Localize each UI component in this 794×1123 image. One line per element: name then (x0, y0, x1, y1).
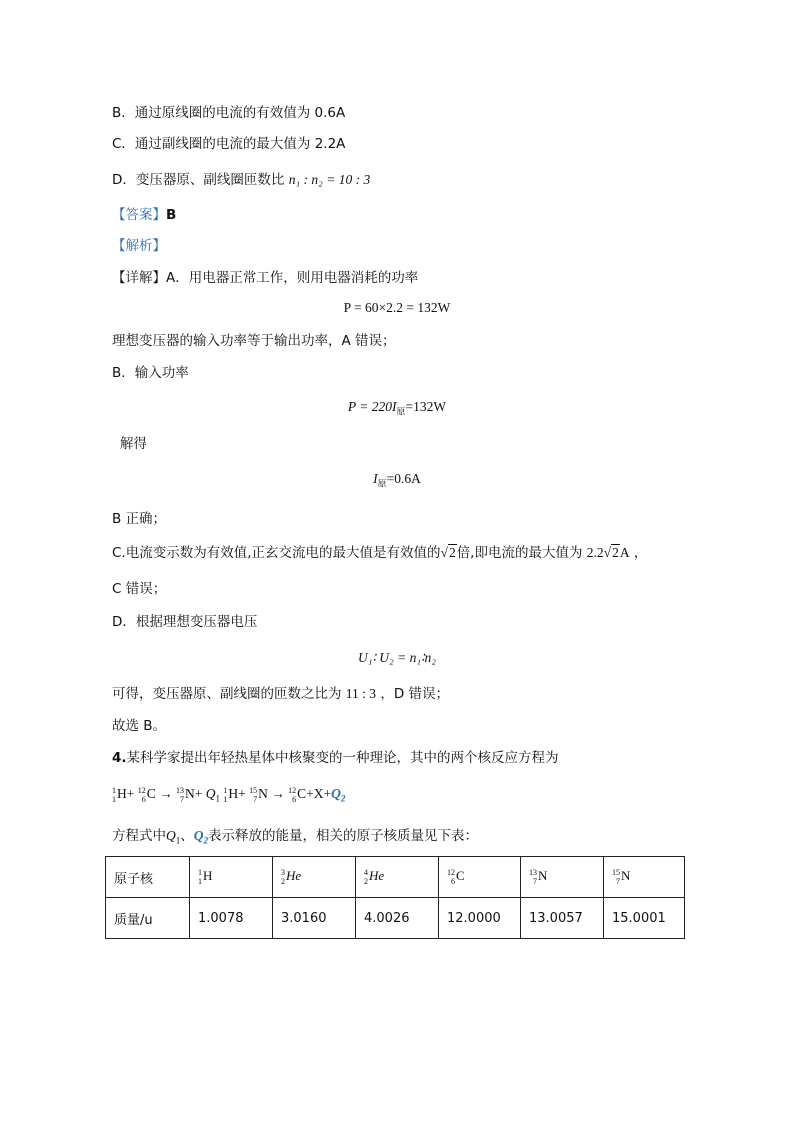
detail-d-result (112, 684, 449, 704)
eq3-var: I (373, 471, 378, 486)
r1-b-mass: 12 (137, 785, 146, 795)
r2-a-z: 1 (223, 794, 228, 804)
answer-value: B (166, 207, 177, 223)
r1-arrow: → (159, 786, 173, 801)
table-row (106, 857, 685, 898)
desc-q1-sub: 1 (175, 835, 181, 846)
table-cell-mass: 3.0160 (273, 898, 356, 939)
d-result-prefix: 可得，变压器原、副线圈的匝数之比为 (112, 686, 342, 702)
r2-b: N (258, 786, 268, 801)
c-unit: A (619, 545, 630, 560)
table-cell-nucleus (521, 857, 604, 898)
table-cell-mass: 1.0078 (190, 898, 273, 939)
analysis-tag (112, 236, 166, 256)
r2-q: Q (331, 786, 341, 801)
r2-arrow: → (271, 786, 285, 801)
detail-c-conclusion: C 错误； (112, 581, 167, 597)
c-value-radicand: 2 (612, 545, 619, 560)
desc-q1: Q (166, 828, 176, 843)
r1-b-z: 6 (141, 794, 146, 804)
n4-mass: 13 (529, 868, 537, 877)
n5-sym: N (621, 867, 631, 883)
table-cell-nucleus (604, 857, 685, 898)
table-cell-mass: 13.0057 (521, 898, 604, 939)
sqrt-symbol: √2 (440, 545, 456, 560)
n0-z: 1 (198, 877, 202, 886)
answer-tag: 【答案】 (112, 207, 166, 223)
q4-stem: 某科学家提出年轻热星体中核聚变的一种理论，其中的两个核反应方程为 (126, 750, 559, 766)
desc-q2-sub: 2 (203, 835, 208, 846)
analysis-tag-text: 【解析】 (112, 238, 166, 254)
d-result-suffix: ，D 错误； (380, 686, 450, 702)
r1-a: H (117, 786, 127, 801)
desc-q2: Q (193, 828, 204, 843)
final-answer: 故选 B。 (112, 718, 167, 734)
equation-3 (0, 469, 794, 494)
n3-sym: C (456, 867, 465, 883)
r1-c (138, 784, 156, 804)
n5-mass: 15 (612, 868, 620, 877)
table-cell-nucleus (190, 857, 273, 898)
eq2-right: =132W (405, 399, 447, 414)
detail-a-text: A．用电器正常工作，则用电器消耗的功率 (166, 270, 419, 286)
detail-b-conclusion: B 正确； (112, 511, 167, 527)
eq2-left: P = 220 (347, 399, 392, 414)
desc-sep: 、 (180, 828, 194, 844)
c-text1: C.电流变示数为有效值,正玄交流电的最大值是有效值的 (112, 545, 441, 561)
r2-n (249, 784, 268, 804)
c-text2: 倍,即电流的最大值为 (456, 545, 583, 561)
n2-mass: 4 (364, 868, 368, 877)
c-sqrt-radicand: 2 (448, 545, 456, 560)
r2-x: X (313, 786, 324, 801)
table-cell-nucleus (356, 857, 439, 898)
detail-a (112, 268, 418, 288)
solve-label: 解得 (120, 436, 147, 452)
table-row (106, 898, 685, 939)
r2-a: H (228, 786, 239, 801)
table-header-label: 原子核 (106, 857, 190, 898)
r2-c-mass: 12 (288, 785, 297, 795)
r2-q-sub: 2 (340, 793, 346, 804)
r2-c (288, 784, 306, 804)
eq2-var: I (392, 399, 397, 414)
sqrt-symbol-2: √2 (603, 545, 619, 560)
table-cell-mass: 4.0026 (356, 898, 439, 939)
n2-sym: He (369, 867, 385, 883)
r1-q-sub: 1 (215, 793, 221, 804)
option-b: B．通过原线圈的电流的有效值为 0.6A (112, 105, 346, 121)
r1-q: Q (205, 786, 216, 801)
table-cell-nucleus (273, 857, 356, 898)
n1-z: 2 (281, 877, 285, 886)
desc-prefix: 方程式中 (112, 828, 166, 844)
n1-mass: 3 (281, 868, 285, 877)
eq3-right: =0.6A (386, 471, 421, 486)
detail-tag: 【详解】 (112, 270, 166, 286)
table-cell-mass: 12.0000 (439, 898, 521, 939)
option-d-ratio: n₁ : n₂ = 10 : 3 (288, 172, 371, 187)
option-d-text: D．变压器原、副线圈匝数比 (112, 172, 285, 188)
r2-b-mass: 15 (249, 785, 258, 795)
n0-mass: 1 (198, 868, 202, 877)
detail-b-text: B．输入功率 (112, 365, 189, 381)
n2-z: 2 (364, 877, 368, 886)
r2-b-z: 7 (253, 794, 258, 804)
r1-c-z: 7 (180, 794, 185, 804)
r2-c-z: 6 (292, 794, 297, 804)
detail-d-text: D．根据理想变压器电压 (112, 614, 258, 630)
table-cell-nucleus (439, 857, 521, 898)
nucleus-mass-table (105, 856, 685, 939)
r2-h (223, 784, 238, 804)
answer-line (112, 205, 176, 225)
c-value: 2.2 (586, 545, 604, 560)
n4-sym: N (538, 867, 548, 883)
equation-1: P = 60×2.2 = 132W (343, 300, 451, 315)
equation-2 (0, 397, 794, 422)
d-ratio: 11 : 3 (345, 686, 377, 701)
reaction-equations: 1 1 H+ 12 6 C → 13 7 $N+ Q_1$ 1 1 H+ 15 7 N → 12 6 $C+X+Q_2$ (112, 785, 346, 804)
n4-z: 7 (533, 877, 537, 886)
table-mass-label: 质量/u (106, 898, 190, 939)
r1-a-mass: 1 (112, 785, 116, 795)
n5-z: 7 (616, 877, 620, 886)
r1-a-z: 1 (112, 794, 116, 804)
r2-a-mass: 1 (223, 785, 228, 795)
option-d (112, 170, 370, 190)
q4-description (112, 826, 478, 851)
q4-number: 4. (112, 750, 127, 766)
eq3-sub: 原 (377, 478, 387, 489)
r1-h (112, 784, 127, 804)
r1-c-mass: 13 (176, 785, 185, 795)
n3-mass: 12 (447, 868, 455, 877)
r2-c-sym: C (297, 786, 307, 801)
equation-4: U₁∶ U₂ = n₁∶n₂ (357, 650, 437, 665)
r1-n (176, 784, 195, 804)
n0-sym: H (203, 867, 213, 883)
detail-c-text (112, 543, 647, 563)
r1-b: C (146, 786, 156, 801)
r1-c-sym: N (185, 786, 195, 801)
n3-z: 6 (451, 877, 455, 886)
detail-a-conclusion: 理想变压器的输入功率等于输出功率，A 错误； (112, 333, 396, 349)
eq2-sub: 原 (396, 406, 406, 417)
table-cell-mass: 15.0001 (604, 898, 685, 939)
question-4-stem (112, 748, 559, 768)
desc-suffix: 表示释放的能量，相关的原子核质量见下表： (208, 828, 478, 844)
n1-sym: He (286, 867, 302, 883)
c-comma: ， (633, 545, 648, 561)
option-c: C．通过副线圈的电流的最大值为 2.2A (112, 136, 346, 152)
